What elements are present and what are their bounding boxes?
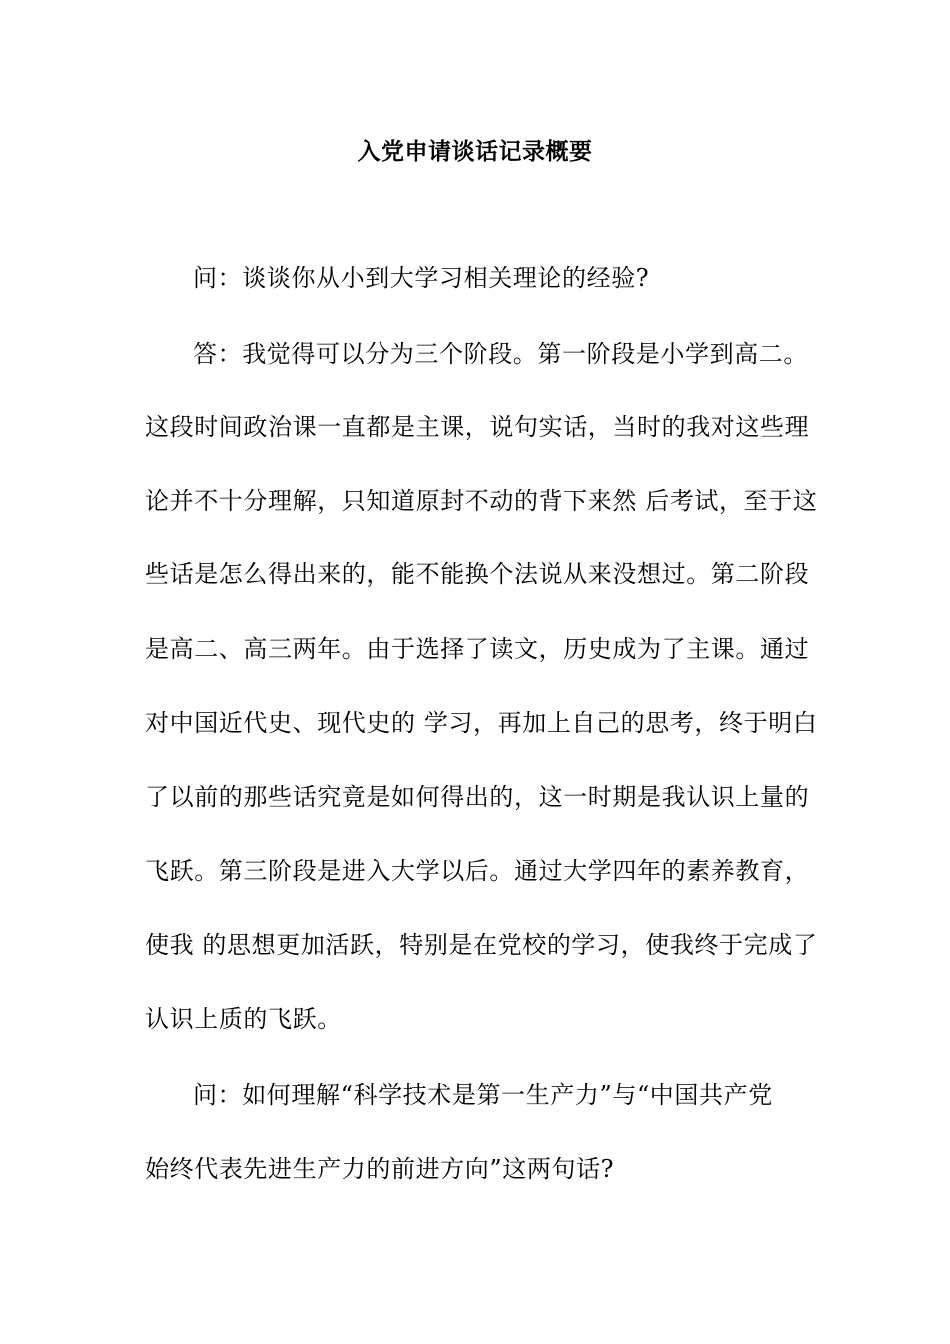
answer-1-line-1: 答：我觉得可以分为三个阶段。第一阶段是小学到高二。 xyxy=(193,340,808,368)
answer-1-line-4: 些话是怎么得出来的，能不能换个法说从来没想过。第二阶段 xyxy=(145,560,810,588)
answer-1-line-3: 论并不十分理解，只知道原封不动的背下来然 后考试，至于这 xyxy=(145,487,818,515)
answer-1-line-8: 飞跃。第三阶段是进入大学以后。通过大学四年的素养教育， xyxy=(145,857,810,885)
question-1-line-1: 问：谈谈你从小到大学习相关理论的经验? xyxy=(193,264,650,292)
answer-1-line-7: 了以前的那些话究竟是如何得出的，这一时期是我认识上量的 xyxy=(145,783,810,811)
document-title: 入党申请谈话记录概要 xyxy=(357,138,593,165)
answer-1-line-2: 这段时间政治课一直都是主课，说句实话，当时的我对这些理 xyxy=(145,413,810,441)
question-2-line-1: 问：如何理解“科学技术是第一生产力”与“中国共产党 xyxy=(193,1081,773,1109)
answer-1-line-6: 对中国近代史、现代史的 学习，再加上自己的思考，终于明白 xyxy=(145,709,818,737)
answer-1-line-5: 是高二、高三两年。由于选择了读文，历史成为了主课。通过 xyxy=(145,635,810,663)
answer-1-line-10: 认识上质的飞跃。 xyxy=(145,1005,342,1033)
question-2-line-2: 始终代表先进生产力的前进方向”这两句话? xyxy=(145,1155,615,1183)
answer-1-line-9: 使我 的思想更加活跃，特别是在党校的学习，使我终于完成了 xyxy=(145,931,818,959)
